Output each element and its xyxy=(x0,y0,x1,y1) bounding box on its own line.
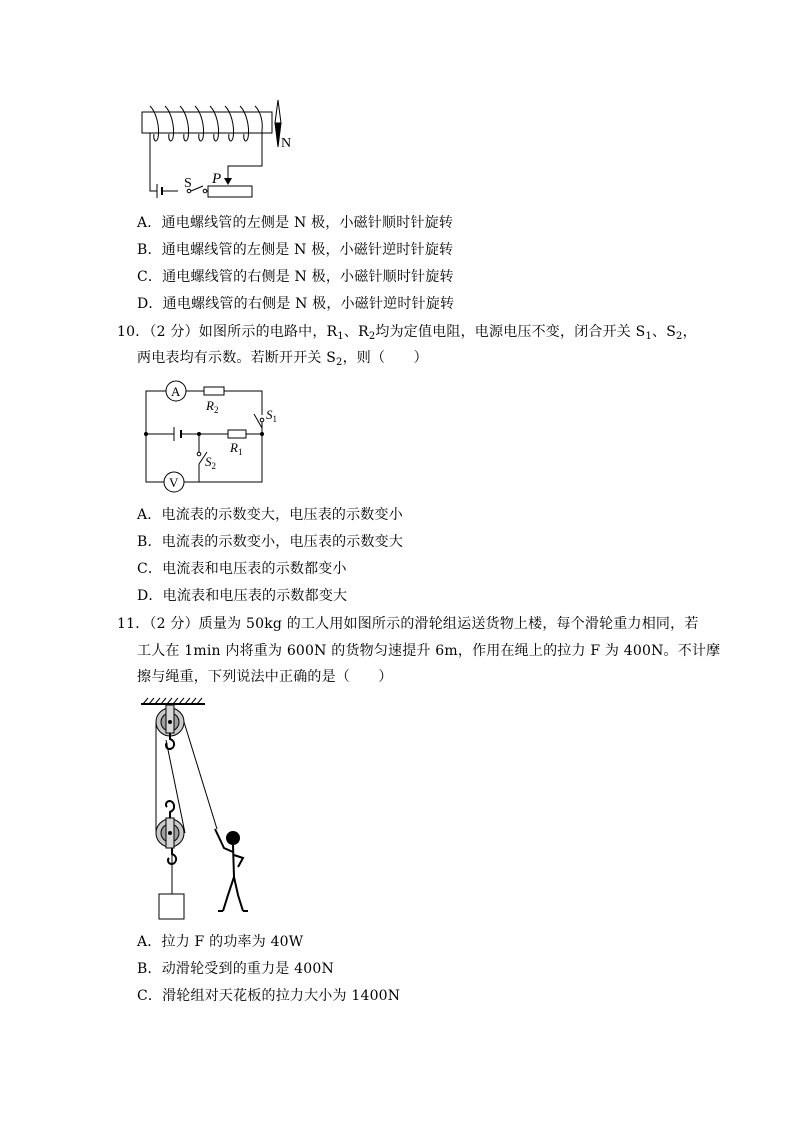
q11-option-c: C．滑轮组对天花板的拉力大小为 1400N xyxy=(137,988,401,1004)
switch-s-label: S xyxy=(184,176,192,191)
r1-label: $R_1$ xyxy=(230,440,243,457)
q11-option-b: B．动滑轮受到的重力是 400N xyxy=(137,961,334,977)
s1-label: $S_1$ xyxy=(266,407,277,424)
q9-option-b: B．通电螺线管的左侧是 N 极，小磁针逆时针旋转 xyxy=(137,242,454,258)
q10-stem-line1: 10．（2 分）如图所示的电路中，$R_1$、$R_2$均为定值电阻，电源电压不变，闭合开关 $S_1$、$S_2$， xyxy=(117,324,697,342)
q10-option-d: D．电流表和电压表的示数都变大 xyxy=(137,588,348,604)
q10-option-b: B．电流表的示数变小，电压表的示数变大 xyxy=(137,534,404,550)
q9-option-a: A．通电螺线管的左侧是 N 极，小磁针顺时针旋转 xyxy=(137,215,454,231)
q10-option-c: C．电流表和电压表的示数都变小 xyxy=(137,561,347,577)
compass-n-label: N xyxy=(281,136,292,151)
q10-option-a: A．电流表的示数变大，电压表的示数变小 xyxy=(137,507,403,523)
ammeter-label: A xyxy=(171,384,181,399)
voltmeter-label: V xyxy=(169,475,179,490)
r2-label: $R_2$ xyxy=(206,398,219,415)
q10-stem-line2: 两电表均有示数。若断开开关 $S_2$，则（ ） xyxy=(137,350,428,368)
s2-label: $S_2$ xyxy=(205,454,216,471)
q9-option-c: C．通电螺线管的右侧是 N 极，小磁针顺时针旋转 xyxy=(137,269,454,285)
q9-option-d: D．通电螺线管的右侧是 N 极，小磁针逆时针旋转 xyxy=(137,296,455,312)
q11-option-a: A．拉力 F 的功率为 40W xyxy=(137,934,304,950)
q11-stem-line2: 工人在 1min 内将重为 600N 的货物匀速提升 6m，作用在绳上的拉力 F 为 400N。不计摩 xyxy=(137,643,721,659)
slider-p-label: P xyxy=(212,171,222,187)
q11-stem-line3: 擦与绳重，下列说法中正确的是（ ） xyxy=(137,669,393,685)
q11-stem-line1: 11．（2 分）质量为 50kg 的工人用如图所示的滑轮组运送货物上楼，每个滑轮重力相同，若 xyxy=(117,616,699,632)
